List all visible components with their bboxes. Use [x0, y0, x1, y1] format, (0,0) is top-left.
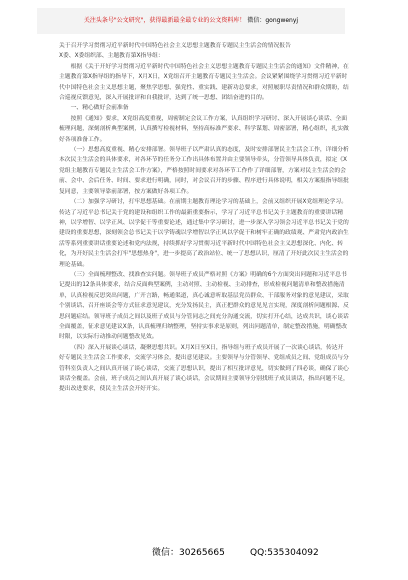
footer-wechat: 微信：30265665 — [152, 548, 225, 558]
banner-warning-text: 关注头条号"公文研究"，获得最新最全最专业的公文资料库！ — [83, 17, 246, 24]
paragraph-item-1: （一）思想高度重视、精心安排部署。领导班子以严肃认真的态度，及时安排部署民主生活会工作，详细分析本次民主生活会的具体要求，对各环节的任务分工作出具体布置并由主要领导牵头，分管领导具体负责，拟定《X党组主题教育专题民主生活会工作方案》，严格按照时间要求对各环节工作作了详细部署，方案对民主生活会的会前、会中、会后任务、时间、要求进行明确，同时，对会议召开的步骤、程序进行具体说明，相关方案报指导组批复同意，主要领导靠前部署，按方案做好各项工作。 — [59, 147, 349, 195]
document-title: 关于召开学习贯彻习近平新时代中国特色社会主义思想主题教育专题民主生活会的情况报告 — [59, 43, 291, 49]
banner-wechat-text: 微信：gongwenyj — [247, 17, 299, 24]
promo-banner — [37, 8, 345, 34]
section-heading: 一、精心做好会前准备 — [70, 105, 129, 112]
document-body — [59, 41, 349, 395]
paragraph-overview: 按照《通知》要求，X党组高度重视，周密制定会议工作方案，认真组织学习研讨、深入开展谈心谈话、全面梳理问题，深刻剖析典型案例，认真撰写检视材料，坚持高标准严要求、科学谋划、周密部署，精心组织，扎实做好各项准备工作。 — [59, 115, 349, 143]
paragraph-item-3: （三）全面梳理整改、找准查实问题。领导班子成员严格对照《方案》明确的6个方面突出问题和习近平总书记提出的12条具体要求，结合反面典型案例，主动对照、主动检视、主动排查，形成检视问题清单和整改措施清单，认真检视反思突出问题，广开言路，畅通渠道，真心诚意听取基层党员群众、干部服务对象的意见建议，采取个别谈话、召开座谈会等方式征求意见建议，充分发扬民主，真正把群众的意见见言实现，深度剖析问题根源、反思问题症结。领导班子成员之间以及班子成员与分管同志之间充分沟通交流，切实打开心结，达成共识，谈心谈话全面覆盖，征求意见建议X条，认真梳理归纳整理，坚持实事求是原则，列出问题清单，制定整改措施，明确整改时限，以实际行动推动问题整改见效。 — [59, 271, 349, 341]
paragraph-intro: 根据《关于开好学习贯彻习近平新时代中国特色社会主义思想主题教育专题民主生活会的通知》文件精神，在主题教育第X指导组的指导下，X月X日，X党组召开主题教育专题民主生活会。会议紧紧围绕学习贯彻习近平新时代中国特色社会主义思想主题，聚焦学思想、强党性、重实践、建新功总要求，对照履职尽责情况和群众期盼，结合巡视反馈意见，深入开展批评和自我批评，达到了统一思想、团结奋进的目的。 — [59, 63, 349, 102]
paragraph-item-2: （二）加强学习研讨，打牢思想基础。在前期主题教育理论学习的基础上，会前又组织开展X党组理论学习。传达了习近平总书记关于党的建设和组织工作的最新重要指示，学习了习近平总书记关于主题教育的重要讲话精神，以学增智、以学正风、以学促干等重要论述，通过集中学习研讨，进一步深入学习领会习近平总书记关于党的建设的重要思想，深刻领会总书记关于以学铸魂以学增智以学正风以学促干和树牢正确的政绩观、严肃党内政治生活等系列重要讲话重要论述和党内法规，持续抓好学习贯彻习近平新时代中国特色社会主义思想深化、内化、转化，为开好民主生活会打牢"思想热身"，进一步提高了政治站位、统一了思想认识，厘清了开好此次民主生活会的理论基础。 — [59, 199, 349, 268]
paragraph-item-4: （四）深入开展谈心谈话，凝聚思想共识。X月X日至X日，指导组与班子成员开展了一次谈心谈话，传达开好专题民主生活会工作要求，交流学习体会，提出意见建议。主要领导与分管领导、党组成员之间、党组成员与分管科室负责人之间认真开展了谈心谈话，交流了思想认识，提出了相互批评意见，切实做到了四必谈，确保了谈心谈话全覆盖。会前，班子成员之间认真开展了谈心谈话，会议期间主要领导分别找班子成员谈话，指出问题不足，提出改进要求，使民主生活会开好开实。 — [59, 344, 349, 393]
document-addressee: X委、X委组织部、主题教育第X指导组： — [59, 53, 164, 60]
footer-qq: QQ:535304092 — [250, 548, 319, 558]
